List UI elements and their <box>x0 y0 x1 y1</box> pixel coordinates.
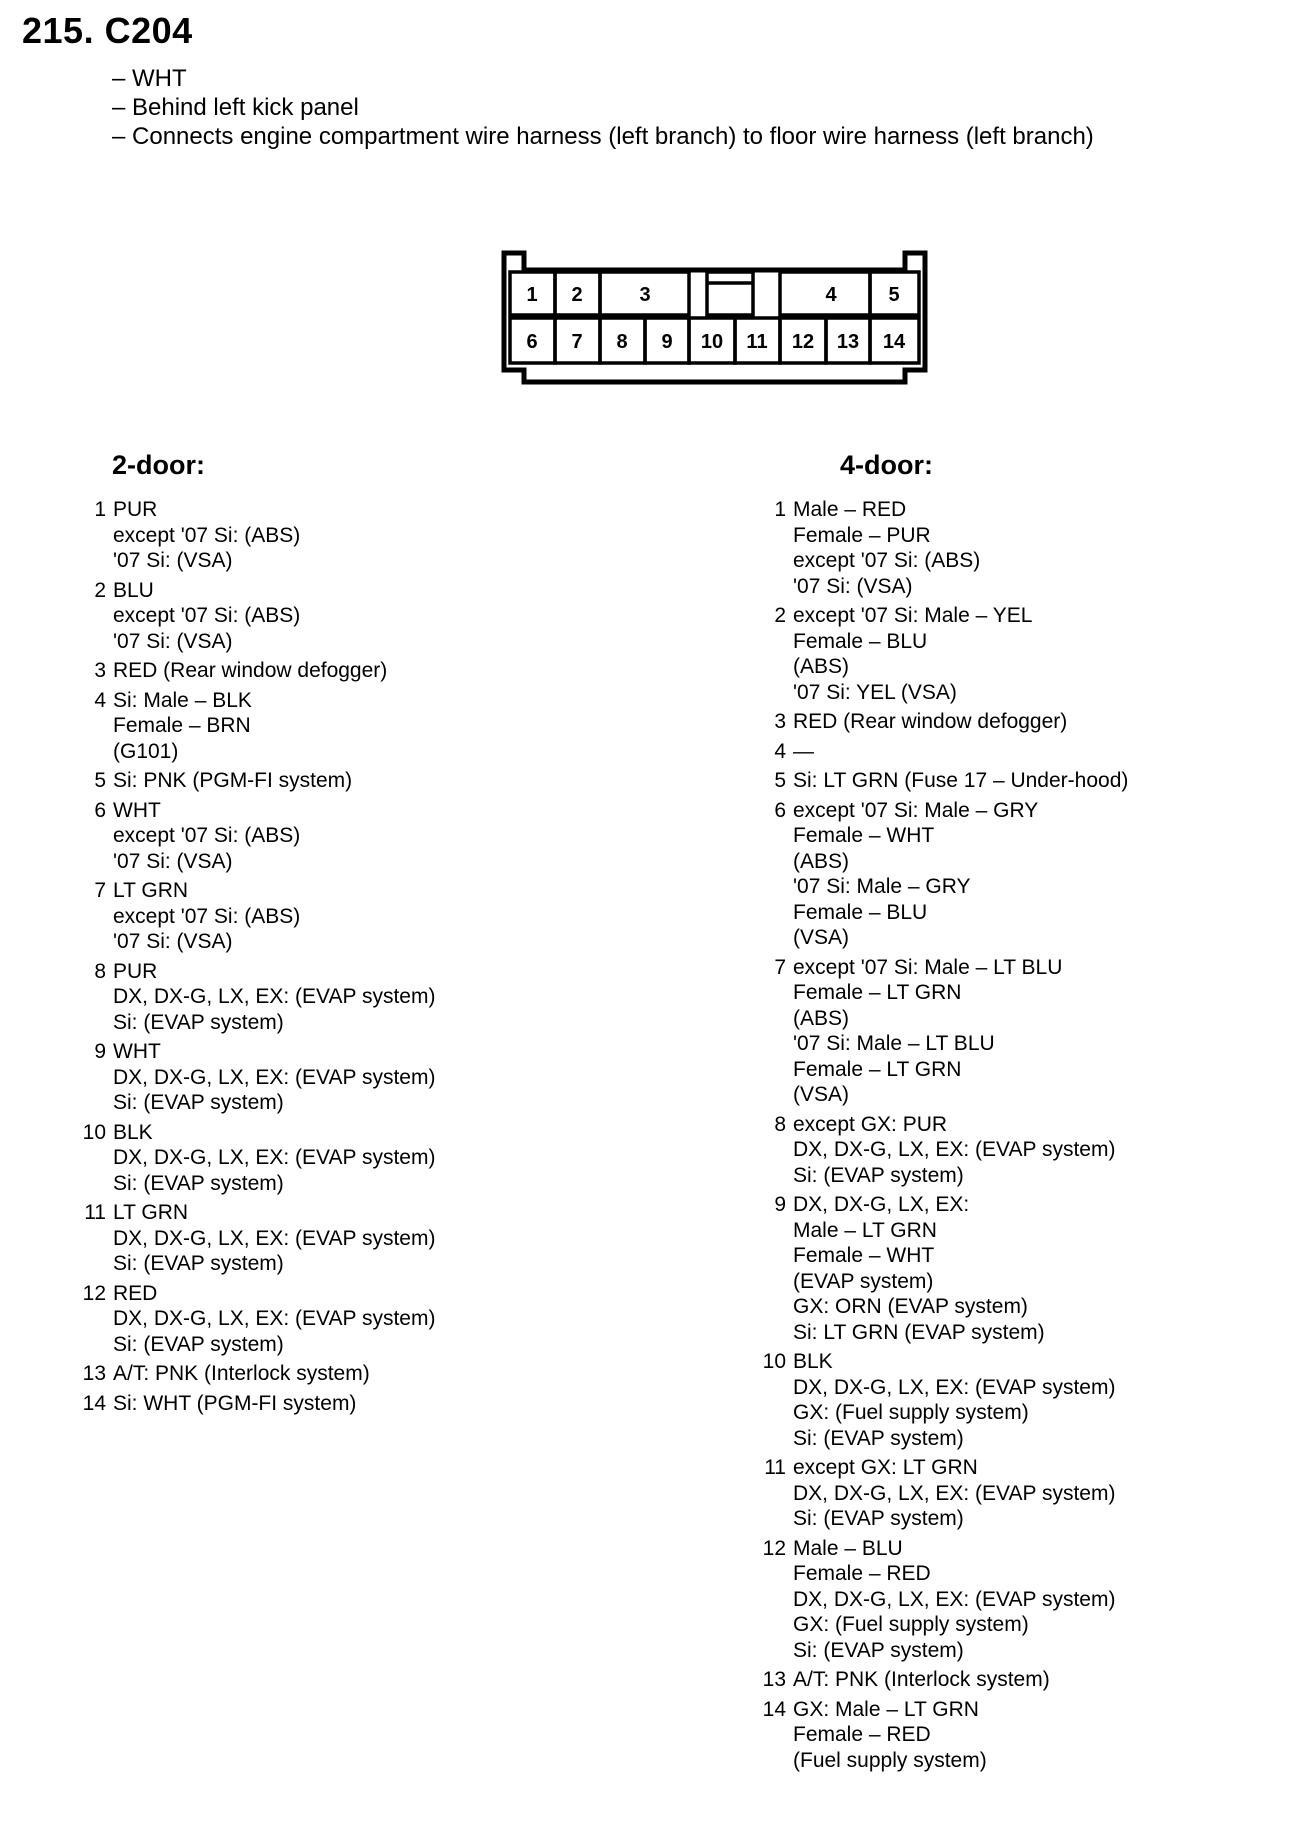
pin-description-line: except GX: LT GRN <box>793 1456 978 1479</box>
pin-description-line: except '07 Si: (ABS) <box>113 604 301 627</box>
pin-description <box>793 798 1290 951</box>
pin-description <box>793 1697 1290 1774</box>
pin-entry <box>70 1200 630 1277</box>
pin-label-12: 12 <box>791 331 815 353</box>
pin-label-8: 8 <box>616 331 628 353</box>
pin-description-line: Si: (EVAP system) <box>113 1171 284 1195</box>
pin-description-line: except GX: PUR <box>793 1112 948 1136</box>
pin-label-10: 10 <box>700 331 724 353</box>
pin-description-line: DX, DX-G, LX, EX: (EVAP system) <box>113 985 436 1008</box>
pin-entry <box>750 739 1290 765</box>
pin-description-line: except '07 Si: Male – GRY <box>793 798 1039 822</box>
pin-label-6: 6 <box>526 331 538 353</box>
pin-description-line: WHT <box>113 798 161 822</box>
pin-description <box>793 497 1290 599</box>
pin-description-line: Si: LT GRN (Fuse 17 – Under-hood) <box>793 769 1129 792</box>
pin-description-line: except '07 Si: (ABS) <box>113 904 301 928</box>
pin-description <box>113 1281 630 1358</box>
pin-number: 4 <box>94 688 106 712</box>
pin-number: 10 <box>762 1350 786 1373</box>
pin-description <box>113 878 630 955</box>
pin-entry <box>70 798 630 875</box>
pin-description-line: Si: WHT (PGM-FI system) <box>113 1391 357 1415</box>
pin-description <box>113 798 630 875</box>
two-door-heading: 2-door: <box>112 450 205 480</box>
pin-entry <box>70 878 630 955</box>
pin-description-line: BLK <box>113 1120 153 1144</box>
pin-label-5: 5 <box>888 284 900 306</box>
pin-description <box>793 1667 1290 1693</box>
pin-entry <box>750 1455 1290 1532</box>
pin-label-1: 1 <box>526 284 538 306</box>
pin-number: 14 <box>762 1697 786 1721</box>
pin-description <box>113 1391 630 1417</box>
pin-description-line: DX, DX-G, LX, EX: (EVAP system) <box>113 1146 436 1169</box>
pin-description-line: LT GRN <box>113 879 189 902</box>
connector-face-diagram <box>0 0 1312 420</box>
pin-description-line: DX, DX-G, LX, EX: (EVAP system) <box>113 1226 436 1250</box>
pin-entry <box>70 1120 630 1197</box>
pin-description-line: RED (Rear window defogger) <box>793 710 1068 733</box>
pin-description <box>793 768 1290 794</box>
pin-entry <box>750 497 1290 599</box>
pin-description-line: DX, DX-G, LX, EX: <box>793 1193 970 1216</box>
pin-description-line: Si: Male – BLK <box>113 688 252 712</box>
pin-description-line: '07 Si: (VSA) <box>113 930 233 953</box>
pin-description <box>113 497 630 574</box>
connector-color: – WHT <box>112 65 187 92</box>
pin-description-line: (ABS) <box>793 655 850 678</box>
pin-description-line: PUR <box>113 959 158 983</box>
pin-description-line: '07 Si: Male – LT BLU <box>793 1032 995 1055</box>
pin-description <box>793 603 1290 705</box>
pin-entry <box>70 658 630 684</box>
pin-description-line: WHT <box>113 1040 161 1063</box>
pin-description-line: Si: LT GRN (EVAP system) <box>793 1320 1045 1344</box>
pin-label-14: 14 <box>882 331 906 353</box>
pin-description <box>793 739 1290 765</box>
pin-description <box>113 768 630 794</box>
pin-number: 2 <box>774 604 786 627</box>
pin-number: 6 <box>94 798 106 822</box>
pin-description-line: DX, DX-G, LX, EX: (EVAP system) <box>793 1587 1116 1611</box>
pin-number: 12 <box>82 1281 106 1305</box>
cavity-keyway <box>707 272 753 315</box>
pin-description-line: DX, DX-G, LX, EX: (EVAP system) <box>113 1307 436 1330</box>
pin-description-line: Male – RED <box>793 498 907 521</box>
pin-entry <box>750 1112 1290 1189</box>
pin-number: 10 <box>82 1120 106 1144</box>
pin-description-line: except '07 Si: (ABS) <box>793 549 981 572</box>
pin-label-11: 11 <box>746 331 768 353</box>
pin-description-line: GX: ORN (EVAP system) <box>793 1295 1028 1318</box>
pin-number: 7 <box>774 955 786 979</box>
pin-number: 11 <box>84 1201 106 1224</box>
pin-entry <box>750 603 1290 705</box>
pin-description-line: (VSA) <box>793 926 850 949</box>
pin-number: 1 <box>94 498 106 521</box>
pin-description <box>113 1120 630 1197</box>
pin-description <box>793 709 1290 735</box>
pin-description <box>113 1361 630 1387</box>
pin-description-line: (EVAP system) <box>793 1269 934 1293</box>
pin-number: 13 <box>82 1362 106 1385</box>
connector-location: – Behind left kick panel <box>112 94 359 121</box>
pin-description-line: except '07 Si: Male – YEL <box>793 604 1033 627</box>
pin-description-line: (ABS) <box>793 1006 850 1030</box>
pin-number: 3 <box>774 710 786 733</box>
pin-description <box>793 1536 1290 1664</box>
pin-description-line: GX: (Fuel supply system) <box>793 1401 1029 1424</box>
pin-description-line: Si: (EVAP system) <box>113 1252 284 1275</box>
pin-description <box>793 1455 1290 1532</box>
four-door-heading: 4-door: <box>840 450 933 480</box>
pin-description <box>793 1192 1290 1345</box>
pin-label-4: 4 <box>825 284 837 306</box>
pin-description-line: A/T: PNK (Interlock system) <box>113 1362 370 1385</box>
pin-description-line: '07 Si: YEL (VSA) <box>793 680 957 704</box>
four-door-pinout <box>750 450 1290 1777</box>
pin-description-line: PUR <box>113 498 158 521</box>
pin-description-line: DX, DX-G, LX, EX: (EVAP system) <box>793 1138 1116 1161</box>
pin-entry <box>70 959 630 1036</box>
pin-entry <box>70 768 630 794</box>
two-door-pin-list <box>70 497 630 1416</box>
pin-description-line: DX, DX-G, LX, EX: (EVAP system) <box>793 1481 1116 1505</box>
pin-entry <box>70 578 630 655</box>
pin-description-line: Male – LT GRN <box>793 1218 937 1242</box>
pin-description-line: Si: (EVAP system) <box>793 1638 964 1662</box>
pin-description-line: (VSA) <box>793 1083 850 1106</box>
pin-description-line: Si: (EVAP system) <box>793 1426 964 1450</box>
pin-description-line: Si: (EVAP system) <box>113 1010 284 1034</box>
pin-number: 8 <box>774 1112 786 1136</box>
pin-label-9: 9 <box>661 331 673 353</box>
pin-number: 11 <box>764 1456 786 1479</box>
pin-entry <box>750 1192 1290 1345</box>
pin-description-line: (G101) <box>113 739 179 763</box>
pin-entry <box>750 1349 1290 1451</box>
pin-description-line: GX: (Fuel supply system) <box>793 1613 1029 1636</box>
pin-description <box>113 1200 630 1277</box>
pin-description-line: — <box>793 739 814 763</box>
pin-description-line: Si: PNK (PGM-FI system) <box>113 769 353 792</box>
pin-description-line: RED (Rear window defogger) <box>113 659 388 682</box>
connector-title: 215. C204 <box>22 10 193 51</box>
pin-number: 9 <box>774 1193 786 1216</box>
connector-connection: – Connects engine compartment wire harness (left branch) to floor wire harness (left branch) <box>112 123 1094 150</box>
pin-description-line: (ABS) <box>793 849 850 873</box>
pin-description-line: Female – WHT <box>793 824 935 847</box>
pin-entry <box>750 798 1290 951</box>
pin-number: 9 <box>94 1040 106 1063</box>
pin-description-line: Female – LT GRN <box>793 981 962 1004</box>
pin-number: 12 <box>762 1536 786 1560</box>
four-door-pin-list <box>750 497 1290 1773</box>
pin-number: 1 <box>774 498 786 521</box>
pin-number: 4 <box>774 739 786 763</box>
pin-description-line: '07 Si: (VSA) <box>793 574 913 598</box>
pin-description-line: except '07 Si: (ABS) <box>113 824 301 847</box>
pin-description-line: Si: (EVAP system) <box>113 1332 284 1356</box>
pin-entry <box>750 709 1290 735</box>
pin-entry <box>750 1536 1290 1664</box>
pin-description <box>113 1039 630 1116</box>
pin-number: 5 <box>774 769 786 792</box>
pin-description-line: Female – PUR <box>793 523 931 547</box>
pin-description-line: Female – BLU <box>793 629 928 653</box>
pin-description-line: LT GRN <box>113 1201 189 1224</box>
pin-number: 14 <box>82 1391 106 1415</box>
pin-entry <box>750 1697 1290 1774</box>
pin-description-line: BLU <box>113 578 154 602</box>
pin-entry <box>750 1667 1290 1693</box>
pin-description-line: Female – BLU <box>793 900 928 924</box>
pin-description-line: RED <box>113 1281 158 1305</box>
pin-description-line: Male – BLU <box>793 1536 903 1560</box>
pin-description-line: Female – BRN <box>113 714 251 737</box>
pin-description <box>113 658 630 684</box>
pin-description-line: except '07 Si: Male – LT BLU <box>793 955 1063 979</box>
pin-description-line: Female – LT GRN <box>793 1057 962 1081</box>
pin-entry <box>70 688 630 765</box>
pin-description-line: Female – RED <box>793 1562 931 1585</box>
two-door-pinout <box>70 450 630 1420</box>
pin-number: 13 <box>762 1668 786 1691</box>
pin-description-line: '07 Si: Male – GRY <box>793 875 971 898</box>
pin-label-13: 13 <box>836 331 860 353</box>
pin-number: 3 <box>94 659 106 682</box>
pin-entry <box>750 955 1290 1108</box>
pin-description-line: Si: (EVAP system) <box>793 1507 964 1530</box>
pin-description-line: '07 Si: (VSA) <box>113 629 233 653</box>
pin-number: 5 <box>94 769 106 792</box>
pin-number: 6 <box>774 798 786 822</box>
pin-description <box>113 959 630 1036</box>
pin-description-line: Si: (EVAP system) <box>113 1091 284 1114</box>
pin-description <box>793 1112 1290 1189</box>
pin-description-line: A/T: PNK (Interlock system) <box>793 1668 1050 1691</box>
pin-description-line: DX, DX-G, LX, EX: (EVAP system) <box>793 1375 1116 1399</box>
pin-description-line: '07 Si: (VSA) <box>113 549 233 572</box>
pin-description <box>793 955 1290 1108</box>
pin-label-3: 3 <box>639 284 651 306</box>
pin-description <box>793 1349 1290 1451</box>
pin-entry <box>70 1039 630 1116</box>
pin-description-line: Female – WHT <box>793 1244 935 1267</box>
pin-entry <box>70 1281 630 1358</box>
pin-number: 2 <box>94 578 106 602</box>
pin-description-line: DX, DX-G, LX, EX: (EVAP system) <box>113 1065 436 1089</box>
pin-entry <box>750 768 1290 794</box>
pin-label-2: 2 <box>571 284 583 306</box>
pin-entry <box>70 1391 630 1417</box>
pin-description-line: except '07 Si: (ABS) <box>113 523 301 547</box>
pin-description <box>113 688 630 765</box>
pin-description <box>113 578 630 655</box>
pin-description-line: BLK <box>793 1350 833 1373</box>
pin-number: 8 <box>94 959 106 983</box>
pin-description-line: GX: Male – LT GRN <box>793 1697 979 1721</box>
pin-number: 7 <box>94 879 106 902</box>
pin-description-line: Si: (EVAP system) <box>793 1163 964 1187</box>
pin-entry <box>70 1361 630 1387</box>
pin-description-line: Female – RED <box>793 1723 931 1746</box>
pin-entry <box>70 497 630 574</box>
pin-label-7: 7 <box>571 331 583 353</box>
pin-description-line: (Fuel supply system) <box>793 1748 987 1772</box>
pin-description-line: '07 Si: (VSA) <box>113 849 233 873</box>
